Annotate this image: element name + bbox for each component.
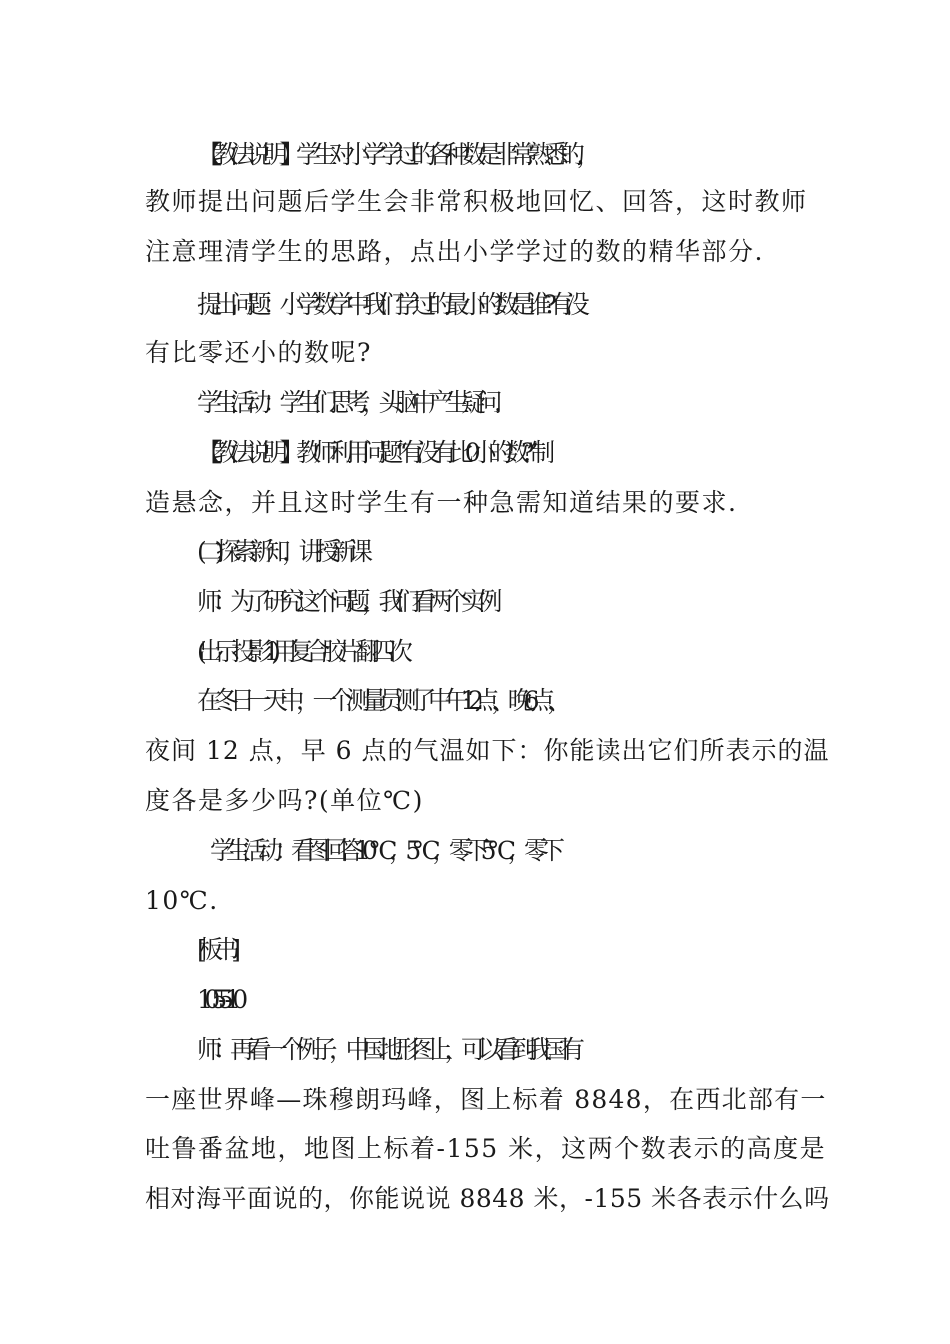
paragraph-line: 学 生 活 动：看 图 回 答 10℃，5℃，零 下 5℃，零 下	[210, 836, 557, 865]
paragraph-line: 度各是多少吗?(单位℃)	[145, 786, 424, 815]
paragraph-line: 师：为了研究这个问题，我们看两个实例	[197, 587, 495, 616]
paragraph-line: 造悬念，并且这时学生有一种急需知道结果的要求.	[145, 488, 738, 517]
paragraph-line: 注意理清学生的思路，点出小学学过的数的精华部分.	[145, 237, 764, 266]
paragraph-line: 夜间 12 点，早 6 点的气温如下：你能读出它们所表示的温	[145, 736, 830, 765]
paragraph-line: 在冬日一天中，一个测量员测了中午 12 点，晚 6 点，	[197, 686, 564, 715]
paragraph-line: 一座世界峰—珠穆朗玛峰，图上标着 8848，在西北部有一	[145, 1085, 827, 1114]
paragraph-line: (出示投影 1)用复合胶片翻四次	[197, 637, 405, 666]
section-heading: (二)探索新知，讲授新课	[197, 537, 365, 566]
paragraph-line: 师：再看一个例子，中国地形图上，可以看到我国有	[197, 1035, 577, 1064]
paragraph-line: 提出问题：小学数学中我们学过的最小的数是谁?有没	[197, 290, 582, 319]
board-values: 10 5 -5 -10	[197, 985, 240, 1014]
board-heading: [板书]	[197, 935, 233, 964]
paragraph-line: 学生活动：学生们思考，头脑中产生疑问.	[197, 388, 494, 417]
paragraph-line: 教师提出问题后学生会非常积极地回忆、回答，这时教师	[145, 187, 808, 216]
paragraph-line: 有比零还小的数呢?	[145, 338, 372, 367]
paragraph-line: 相对海平面说的，你能说说 8848 米，-155 米各表示什么吗	[145, 1184, 830, 1213]
paragraph-line: 【教法说明】教师利用问题“有没有比 0 小的数?”制	[197, 438, 547, 467]
paragraph-line: 吐鲁番盆地，地图上标着-155 米，这两个数表示的高度是	[145, 1134, 827, 1163]
paragraph-line: 【教法说明】学生对小学学过的各种数是非常熟悉的，	[197, 140, 594, 169]
paragraph-line: 10℃.	[145, 886, 219, 915]
